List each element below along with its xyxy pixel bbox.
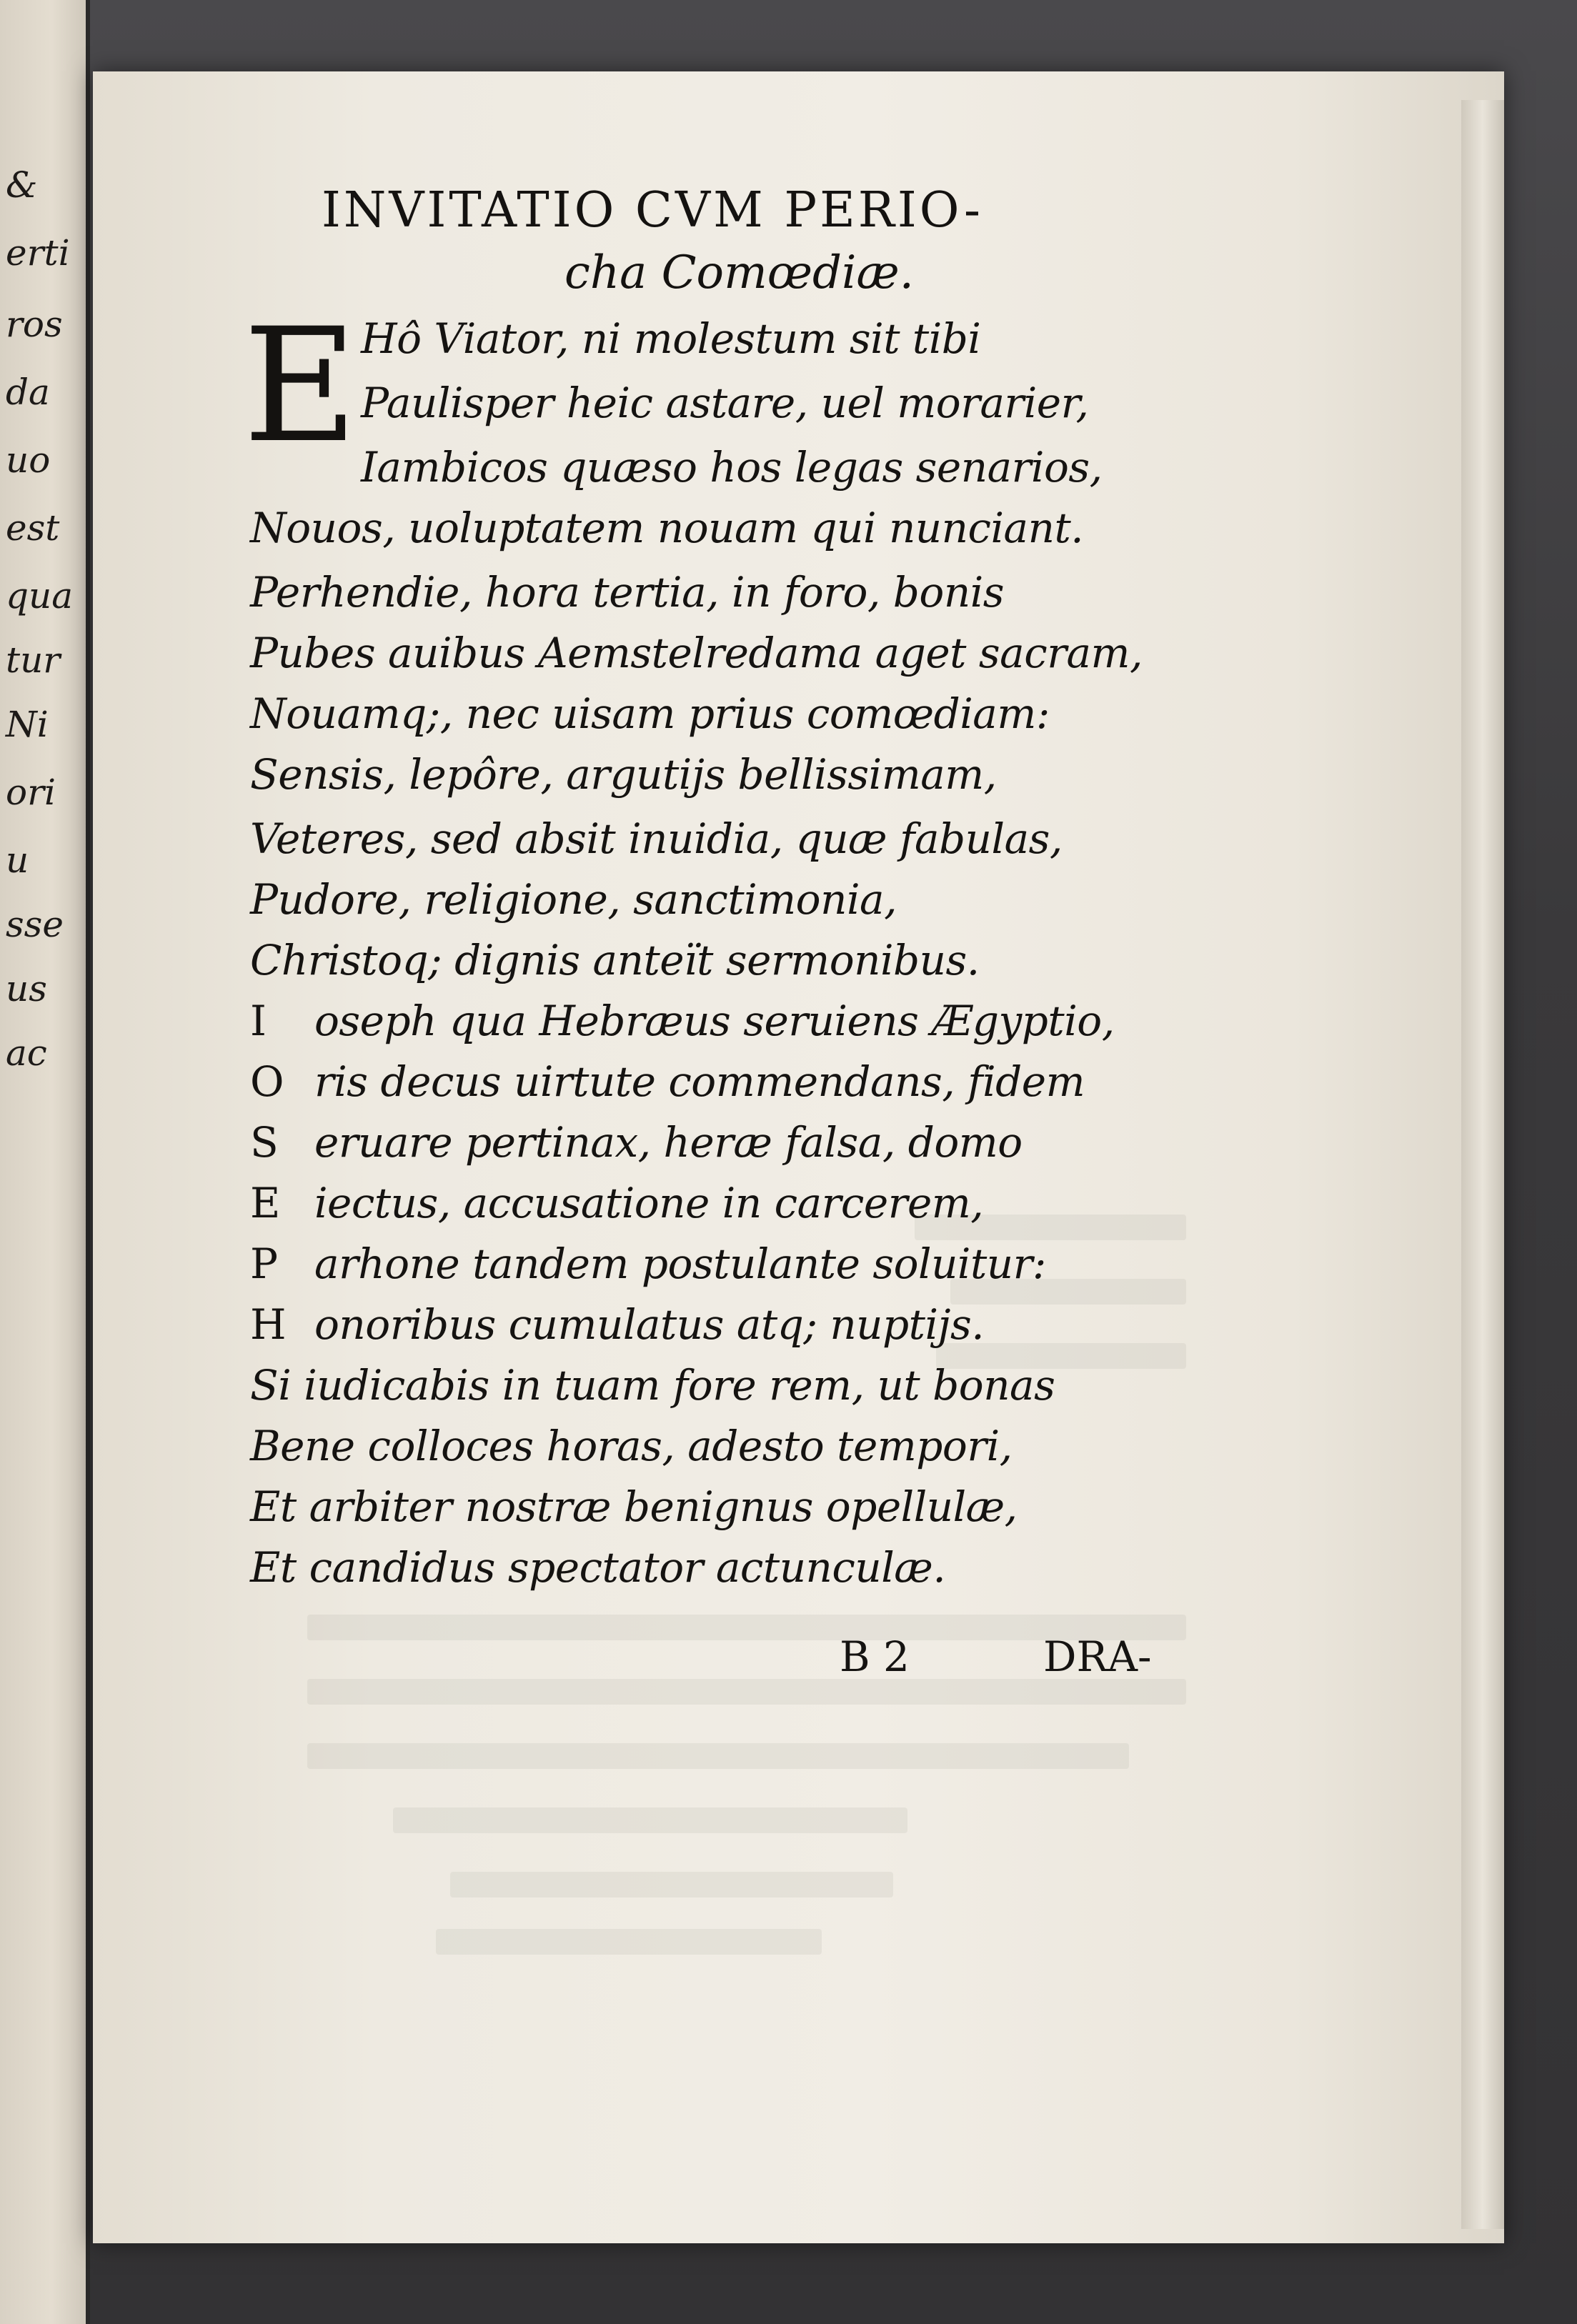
- drop-cap: E: [243, 294, 358, 477]
- left-fragment: erti: [6, 232, 70, 274]
- verse-line: Pudore, religione, sanctimonia,: [250, 875, 897, 924]
- show-through-line: [450, 1872, 893, 1897]
- left-fragment: u: [6, 839, 29, 881]
- acrostic-line: iectus, accusatione in carcerem,: [314, 1179, 984, 1227]
- acrostic-line: onoribus cumulatus atq; nuptijs.: [314, 1300, 985, 1349]
- acrostic-line: oseph qua Hebræus seruiens Ægyptio,: [314, 997, 1115, 1045]
- acrostic-line: ris decus uirtute commendans, fidem: [314, 1057, 1085, 1106]
- left-fragment: da: [6, 371, 50, 413]
- acrostic-letter: E: [250, 1179, 281, 1227]
- verse-line: Nouos, uoluptatem nouam qui nunciant.: [250, 504, 1084, 552]
- catchword: DRA-: [1043, 1632, 1152, 1681]
- closing-line: Et candidus spectator actunculæ.: [250, 1543, 946, 1592]
- show-through-line: [393, 1807, 907, 1833]
- left-page-edge: [0, 0, 90, 2324]
- left-fragment: qua: [6, 575, 74, 617]
- left-fragment: ori: [6, 772, 56, 813]
- left-fragment: tur: [6, 639, 61, 681]
- closing-line: Bene colloces horas, adesto tempori,: [250, 1422, 1013, 1470]
- verse-line: Sensis, lepôre, argutijs bellissimam,: [250, 750, 997, 799]
- acrostic-letter: I: [250, 997, 267, 1045]
- acrostic-letter: P: [250, 1240, 279, 1288]
- closing-line: Si iudicabis in tuam fore rem, ut bonas: [250, 1361, 1055, 1410]
- verse-line: Christoq; dignis anteït sermonibus.: [250, 936, 980, 984]
- left-fragment: ac: [6, 1032, 47, 1074]
- verse-line: Paulisper heic astare, uel morarier,: [361, 379, 1089, 427]
- acrostic-line: arhone tandem postulante soluitur:: [314, 1240, 1046, 1288]
- show-through-line: [436, 1929, 822, 1955]
- acrostic-letter: O: [250, 1057, 284, 1106]
- closing-line: Et arbiter nostræ benignus opellulæ,: [250, 1482, 1018, 1531]
- acrostic-letter: S: [250, 1118, 279, 1167]
- page-subheading: cha Comœdiæ.: [564, 246, 914, 299]
- left-fragment: Ni: [6, 704, 49, 745]
- left-fragment: sse: [6, 904, 64, 945]
- acrostic-letter: H: [250, 1300, 287, 1349]
- verse-line: Nouamq;, nec uisam prius comœdiam:: [250, 689, 1050, 738]
- left-fragment: us: [6, 968, 47, 1009]
- verse-line: Pubes auibus Aemstelredama aget sacram,: [250, 629, 1143, 677]
- left-fragment: ros: [6, 304, 63, 345]
- left-fragment: &: [6, 164, 38, 206]
- show-through-line: [307, 1743, 1129, 1769]
- verse-line: Veteres, sed absit inuidia, quæ fabulas,: [250, 814, 1063, 863]
- left-fragment: est: [6, 507, 60, 549]
- acrostic-line: eruare pertinax, heræ falsa, domo: [314, 1118, 1023, 1167]
- verse-line: Iambicos quæso hos legas senarios,: [361, 443, 1103, 492]
- show-through-line: [307, 1679, 1186, 1705]
- page-stack-edge: [1461, 100, 1504, 2229]
- verse-line: Hô Viator, ni molestum sit tibi: [361, 314, 981, 363]
- verse-line: Perhendie, hora tertia, in foro, bonis: [250, 568, 1005, 617]
- page-heading: INVITATIO CVM PERIO-: [322, 182, 983, 239]
- left-fragment: uo: [6, 439, 51, 481]
- signature-mark: B 2: [840, 1632, 910, 1681]
